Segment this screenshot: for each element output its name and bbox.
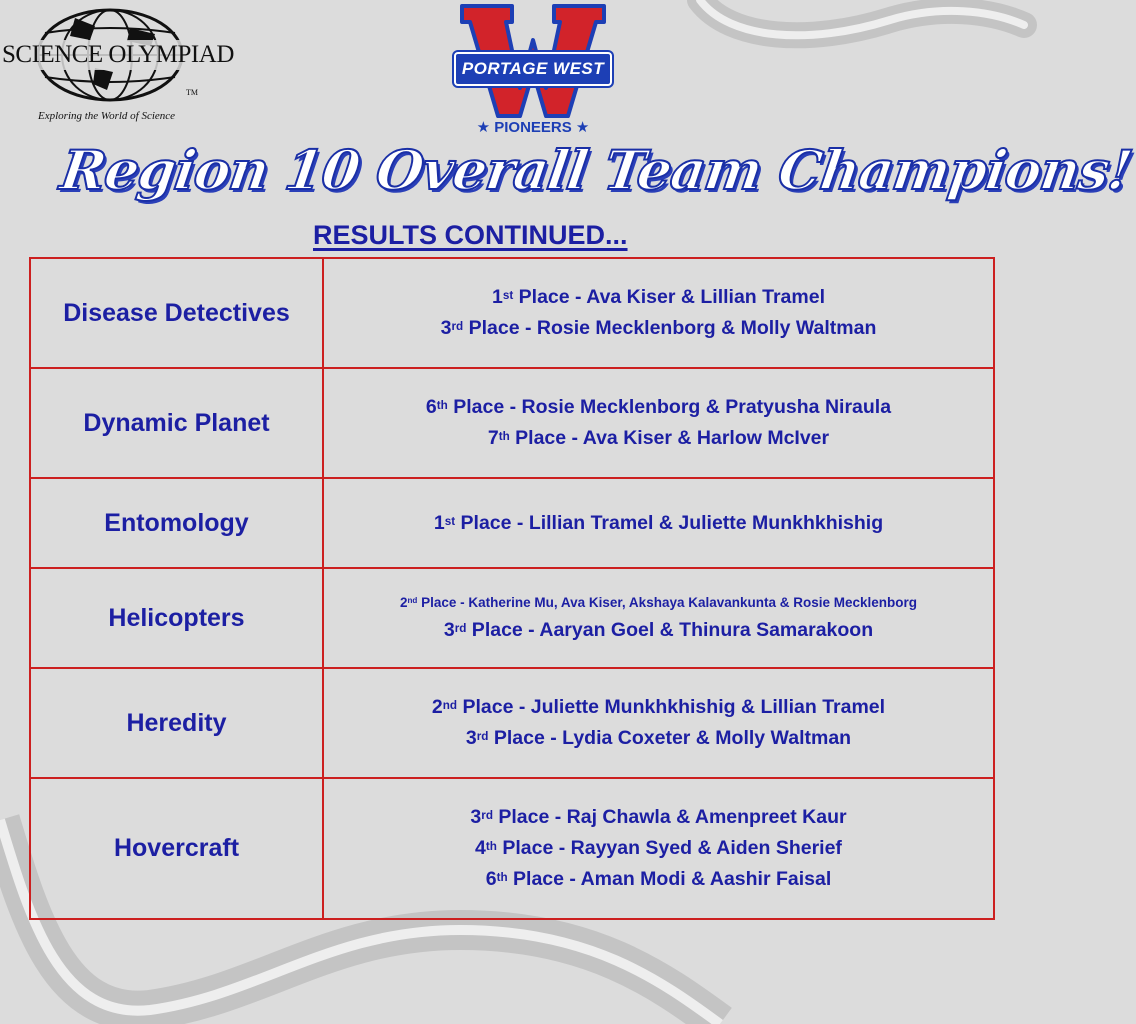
decorative-ribbon-top-right [690, 0, 1024, 60]
event-name: Heredity [30, 668, 323, 778]
placing-line [324, 423, 993, 454]
place-suffix: rd [476, 730, 489, 743]
placing-text: Place - Katherine Mu, Ava Kiser, Akshaya Kalavankunta & Rosie Mecklenborg [417, 594, 918, 610]
placing-line [324, 864, 993, 895]
trademark-mark: TM [186, 88, 198, 97]
place-number: 1 [491, 286, 503, 308]
placing-text: Place - Aaryan Goel & Thinura Samarakoon [466, 618, 874, 641]
placing-line [324, 692, 993, 723]
place-suffix: rd [451, 320, 464, 333]
placing-line [324, 313, 993, 344]
placing-line [324, 723, 993, 754]
event-name: Disease Detectives [30, 258, 323, 368]
science-olympiad-wordmark: SCIENCE OLYMPIAD [2, 41, 234, 68]
place-suffix: st [444, 514, 456, 528]
placing-line [324, 282, 993, 313]
event-name: Entomology [30, 478, 323, 568]
event-placings [323, 478, 994, 568]
placing-text: Place - Lydia Coxeter & Molly Waltman [488, 727, 852, 749]
placing-text: Place - Raj Chawla & Amenpreet Kaur [492, 806, 847, 828]
placing-text: Place - Lillian Tramel & Juliette Munkhkhishig [455, 511, 884, 534]
event-name: Dynamic Planet [30, 368, 323, 478]
placing-text: Place - Ava Kiser & Harlow McIver [509, 427, 830, 449]
place-number: 3 [440, 317, 452, 339]
placing-text: Place - Ava Kiser & Lillian Tramel [513, 286, 826, 308]
science-olympiad-tagline: Exploring the World of Science [38, 110, 176, 122]
school-name-banner: PORTAGE WEST [454, 52, 612, 86]
placing-text: Place - Rosie Mecklenborg & Pratyusha Niraula [447, 396, 892, 418]
event-placings [323, 668, 994, 778]
placing-line [324, 591, 993, 615]
event-placings [323, 778, 994, 919]
event-placings [323, 258, 994, 368]
event-placings [323, 368, 994, 478]
place-number: 2 [399, 594, 408, 610]
place-suffix: nd [407, 595, 418, 605]
placing-line [324, 833, 993, 864]
table-row [30, 778, 994, 919]
page-title: Region 10 Overall Team Champions! [56, 138, 1136, 202]
place-number: 4 [475, 837, 486, 859]
place-suffix: nd [442, 699, 458, 712]
place-number: 7 [487, 427, 499, 449]
place-number: 6 [485, 868, 497, 890]
place-number: 3 [465, 727, 477, 749]
science-olympiad-logo [0, 0, 234, 130]
table-row [30, 668, 994, 778]
place-number: 3 [470, 806, 482, 828]
portage-west-logo [456, 0, 610, 142]
place-number: 2 [431, 696, 443, 718]
table-row [30, 368, 994, 478]
page-subtitle: RESULTS CONTINUED... [313, 220, 628, 250]
placing-line [324, 615, 993, 646]
placing-text: Place - Aman Modi & Aashir Faisal [507, 868, 832, 890]
placing-text: Place - Juliette Munkhkhishig & Lillian Tramel [457, 696, 886, 718]
placing-text: Place - Rayyan Syed & Aiden Sherief [496, 837, 842, 859]
place-suffix: rd [454, 621, 467, 635]
place-suffix: th [496, 871, 508, 884]
placing-line [324, 802, 993, 833]
placing-line [324, 508, 993, 539]
event-name: Helicopters [30, 568, 323, 668]
place-suffix: th [436, 399, 448, 412]
place-suffix: st [502, 289, 514, 302]
mascot-label: ★ PIONEERS ★ [476, 119, 590, 136]
placing-line [324, 392, 993, 423]
results-table [29, 257, 995, 920]
event-placings [323, 568, 994, 668]
place-suffix: th [485, 840, 497, 853]
place-suffix: rd [481, 809, 493, 822]
place-suffix: th [498, 430, 510, 443]
place-number: 1 [433, 511, 445, 534]
table-row [30, 568, 994, 668]
placing-text: Place - Rosie Mecklenborg & Molly Waltman [463, 317, 877, 339]
place-number: 3 [443, 618, 455, 641]
table-row [30, 478, 994, 568]
event-name: Hovercraft [30, 778, 323, 919]
place-number: 6 [425, 396, 437, 418]
table-row [30, 258, 994, 368]
